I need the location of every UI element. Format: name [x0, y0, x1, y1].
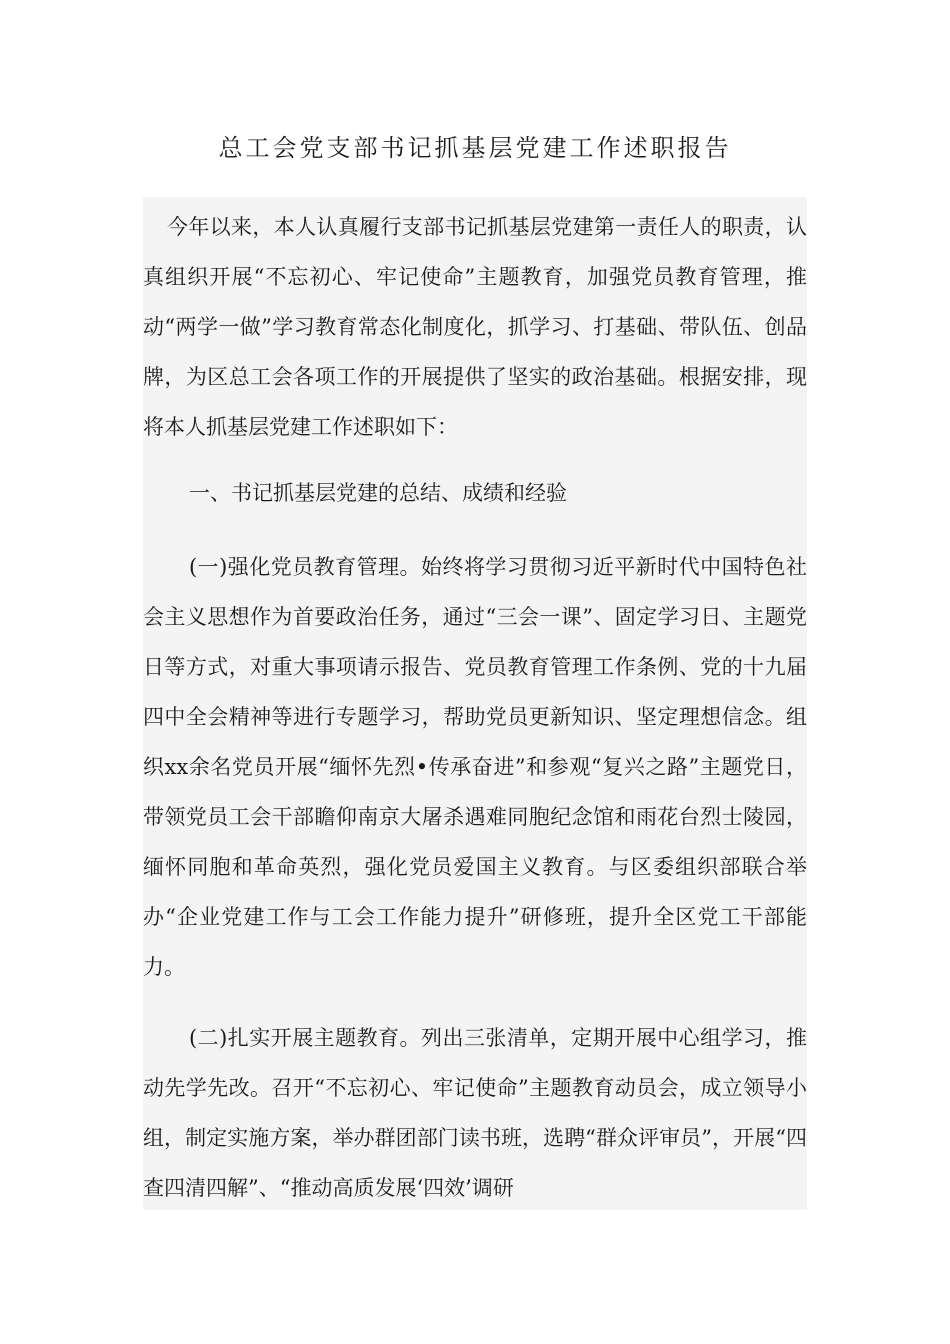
- section-item-1: (一)强化党员教育管理。始终将学习贯彻习近平新时代中国特色社会主义思想作为首要政治任务，通过“三会一课”、固定学习日、主题党日等方式，对重大事项请示报告、党员教育管理工作条例、党的十九届四中全会精神等进行专题学习，帮助党员更新知识、坚定理想信念。组织xx余名党员开展“缅怀先烈•传承奋进”和参观“复兴之路”主题党日，带领党员工会干部瞻仰南京大屠杀遇难同胞纪念馆和雨花台烈士陵园，缅怀同胞和革命英烈，强化党员爱国主义教育。与区委组织部联合举办“企业党建工作与工会工作能力提升”研修班，提升全区党工干部能力。: [143, 555, 807, 979]
- intro-paragraph: 今年以来，本人认真履行支部书记抓基层党建第一责任人的职责，认真组织开展“不忘初心、牢记使命”主题教育，加强党员教育管理，推动“两学一做”学习教育常态化制度化，抓学习、打基础、带队伍、创品牌，为区总工会各项工作的开展提供了坚实的政治基础。根据安排，现将本人抓基层党建工作述职如下：: [143, 215, 807, 439]
- document-title: 总工会党支部书记抓基层党建工作述职报告: [218, 134, 732, 162]
- section-item-2: (二)扎实开展主题教育。列出三张清单，定期开展中心组学习，推动先学先改。召开“不忘初心、牢记使命”主题教育动员会，成立领导小组，制定实施方案，举办群团部门读书班，选聘“群众评审员”，开展“四查四清四解”、“推动高质发展‘四效’调研: [143, 1026, 807, 1200]
- section-heading: 一、书记抓基层党建的总结、成绩和经验: [189, 481, 567, 505]
